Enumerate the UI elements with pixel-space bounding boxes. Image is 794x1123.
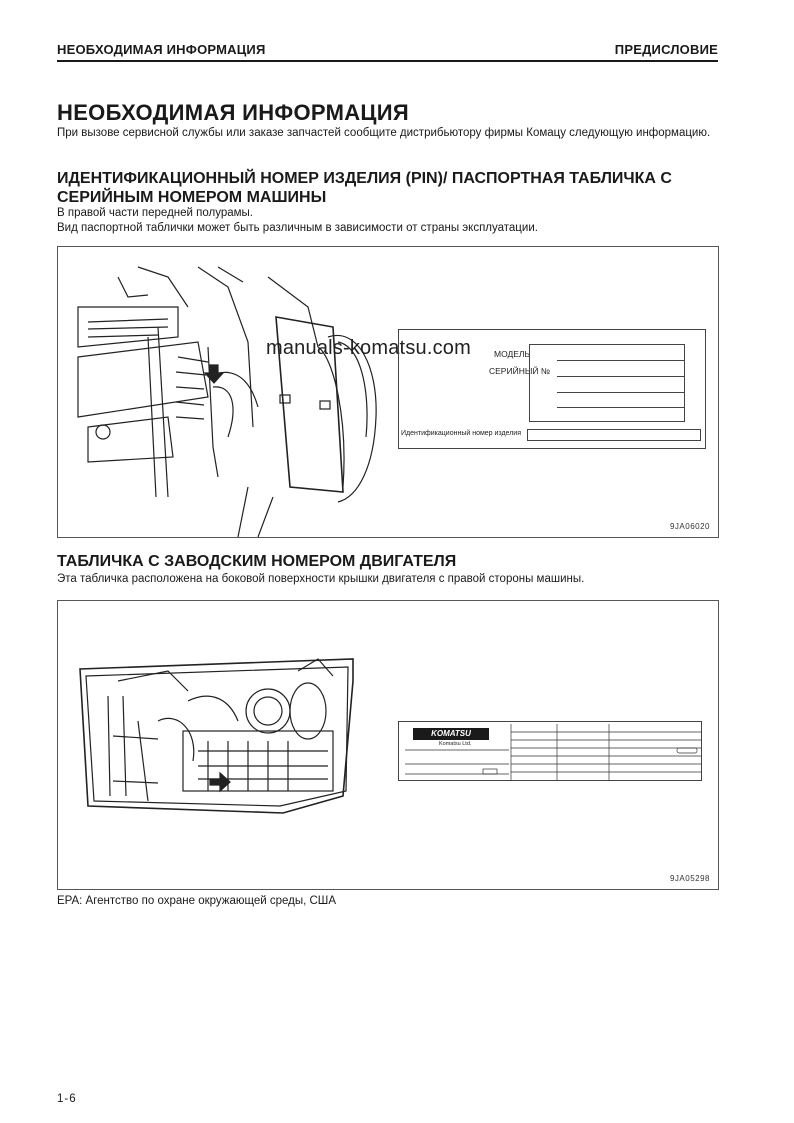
engine-section-text: Эта табличка расположена на боковой поверхности крышки двигателя с правой стороны машины. xyxy=(57,573,585,585)
epa-note: EPA: Агентство по охране окружающей среды, США xyxy=(57,895,337,907)
header-chapter-title: ПРЕДИСЛОВИЕ xyxy=(614,42,718,57)
page-title: НЕОБХОДИМАЯ ИНФОРМАЦИЯ xyxy=(57,100,409,125)
header-section-title: НЕОБХОДИМАЯ ИНФОРМАЦИЯ xyxy=(57,42,266,57)
plate-value-box xyxy=(529,344,685,422)
watermark-text: manuals-komatsu.com xyxy=(266,337,471,359)
engine-section-heading: ТАБЛИЧКА С ЗАВОДСКИМ НОМЕРОМ ДВИГАТЕЛЯ xyxy=(57,553,457,570)
engine-plate-grid xyxy=(399,722,703,782)
komatsu-logo: KOMATSU xyxy=(413,728,489,740)
running-header xyxy=(57,42,718,62)
figure-code: 9JA05298 xyxy=(669,874,710,883)
pin-location-line: В правой части передней полурамы. xyxy=(57,207,253,219)
serial-number-plate xyxy=(398,329,706,449)
pin-variation-line: Вид паспортной таблички может быть различным в зависимости от страны эксплуатации. xyxy=(57,222,538,234)
plate-line xyxy=(557,392,685,393)
plate-model-label: МОДЕЛЬ xyxy=(494,349,531,359)
plate-line xyxy=(557,360,685,361)
intro-paragraph: При вызове сервисной службы или заказе запчастей сообщите дистрибьютору фирмы Комацу следующую информацию. xyxy=(57,127,711,139)
engine-plate-figure xyxy=(57,600,719,890)
plate-line xyxy=(557,407,685,408)
plate-pin-label: Идентификационный номер изделия xyxy=(401,430,521,437)
plate-line xyxy=(557,376,685,377)
pin-plate-figure xyxy=(57,246,719,538)
komatsu-ltd-label: Komatsu Ltd. xyxy=(439,741,472,747)
engine-serial-plate xyxy=(398,721,702,781)
plate-pin-box xyxy=(527,429,701,441)
page-number: 1-6 xyxy=(57,1093,77,1105)
plate-serial-label: СЕРИЙНЫЙ № xyxy=(489,366,550,376)
pin-section-heading: ИДЕНТИФИКАЦИОННЫЙ НОМЕР ИЗДЕЛИЯ (PIN)/ ПАСПОРТНАЯ ТАБЛИЧКА С СЕРИЙНЫМ НОМЕРОМ МАШИНЫ xyxy=(57,170,672,206)
pin-section-text xyxy=(57,206,538,236)
figure-code: 9JA06020 xyxy=(669,522,710,531)
